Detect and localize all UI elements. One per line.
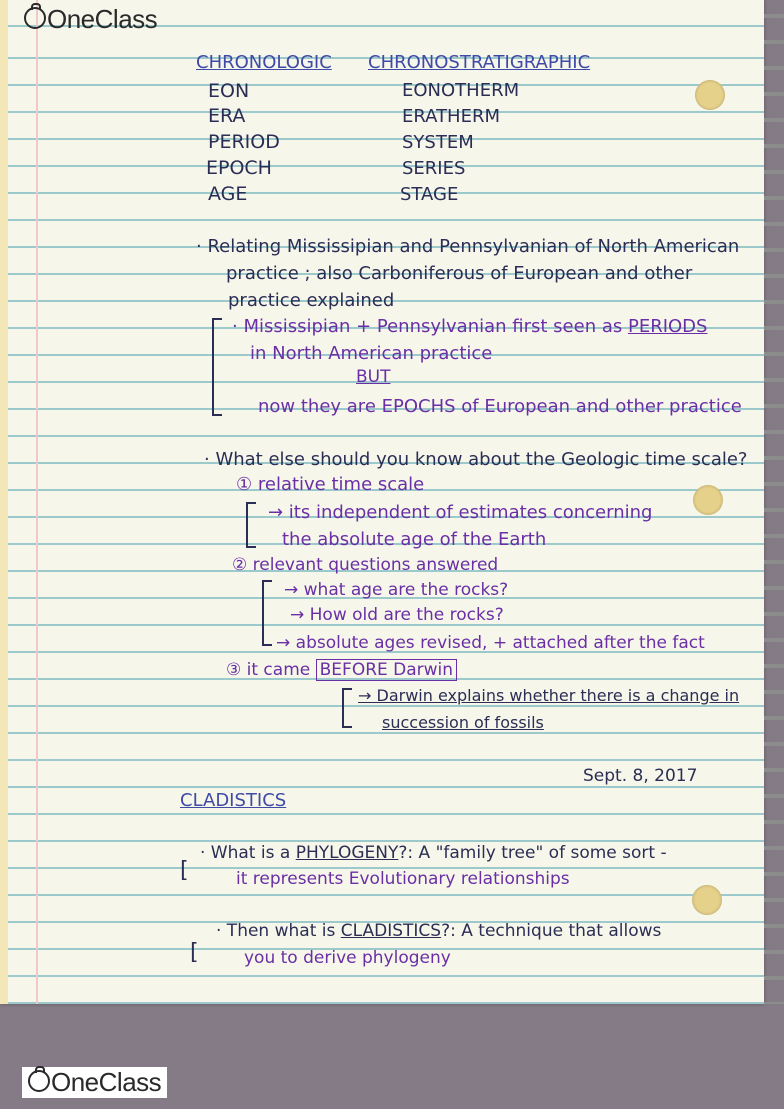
chrono-unit: PERIOD xyxy=(208,131,280,153)
note-text: · What is a xyxy=(200,843,291,863)
logo-text: OneClass xyxy=(47,4,158,34)
note-line xyxy=(216,921,661,941)
term-before-darwin: BEFORE Darwin xyxy=(316,659,457,681)
oneclass-acorn-icon xyxy=(24,7,46,29)
note-line: practice ; also Carboniferous of European and other xyxy=(226,263,693,284)
note-line: practice explained xyxy=(228,290,395,311)
list-item: ① relative time scale xyxy=(236,474,425,495)
strat-unit: SYSTEM xyxy=(402,132,474,153)
chrono-unit: EPOCH xyxy=(206,157,272,179)
punch-hole xyxy=(693,485,723,515)
header-chronostratigraphic: CHRONOSTRATIGRAPHIC xyxy=(368,52,591,73)
note-line: → what age are the rocks? xyxy=(284,580,509,600)
page-edge xyxy=(0,0,8,1004)
note-line: · What else should you know about the Geologic time scale? xyxy=(204,449,748,470)
note-line xyxy=(200,843,667,863)
punch-hole xyxy=(695,80,725,110)
note-line: → How old are the rocks? xyxy=(290,605,504,625)
list-item: ② relevant questions answered xyxy=(232,555,499,575)
note-line: → Darwin explains whether there is a change in xyxy=(358,686,740,705)
note-line: → absolute ages revised, + attached after the fact xyxy=(276,633,705,653)
chrono-unit: ERA xyxy=(208,105,246,127)
note-text: · Mississipian + Pennsylvanian first seen as xyxy=(232,316,623,337)
note-line: in North American practice xyxy=(250,343,493,364)
strat-unit: STAGE xyxy=(400,184,459,205)
note-text: · Then what is xyxy=(216,921,336,941)
spiral-binding xyxy=(764,0,784,1004)
bracket xyxy=(342,688,352,728)
note-line: it represents Evolutionary relationships xyxy=(236,869,570,889)
note-text: ?: A technique that allows xyxy=(441,921,662,941)
note-line: the absolute age of the Earth xyxy=(282,529,547,550)
oneclass-logo xyxy=(24,4,157,35)
bracket xyxy=(262,580,272,646)
strat-unit: ERATHERM xyxy=(402,106,501,127)
note-line: → its independent of estimates concerning xyxy=(268,502,653,523)
note-line: now they are EPOCHS of European and other practice xyxy=(258,396,742,417)
header-chronologic: CHRONOLOGIC xyxy=(196,52,332,73)
oneclass-acorn-icon xyxy=(28,1070,50,1092)
strat-unit: SERIES xyxy=(402,158,466,179)
bracket-glyph: [ xyxy=(190,940,199,965)
term-phylogeny: PHYLOGENY xyxy=(295,843,399,863)
oneclass-logo xyxy=(22,1067,167,1098)
note-line: succession of fossils xyxy=(382,713,544,732)
bracket xyxy=(212,318,222,416)
note-line: · Relating Mississipian and Pennsylvanian of North American xyxy=(196,236,740,257)
term-periods: PERIODS xyxy=(627,316,708,337)
logo-text: OneClass xyxy=(51,1067,162,1097)
note-date: Sept. 8, 2017 xyxy=(583,766,698,786)
bracket xyxy=(246,502,256,548)
note-but: BUT xyxy=(356,367,391,387)
note-line: you to derive phylogeny xyxy=(244,948,451,968)
note-text: ③ it came xyxy=(226,660,311,680)
chrono-unit: EON xyxy=(208,80,250,102)
note-line xyxy=(232,316,707,337)
chrono-unit: AGE xyxy=(208,183,248,205)
strat-unit: EONOTHERM xyxy=(402,80,520,101)
list-item xyxy=(226,660,457,680)
bracket-glyph: [ xyxy=(180,858,189,883)
term-cladistics: CLADISTICS xyxy=(340,921,442,941)
punch-hole xyxy=(692,885,722,915)
section-heading: CLADISTICS xyxy=(180,790,287,811)
note-text: ?: A "family tree" of some sort - xyxy=(398,843,667,863)
